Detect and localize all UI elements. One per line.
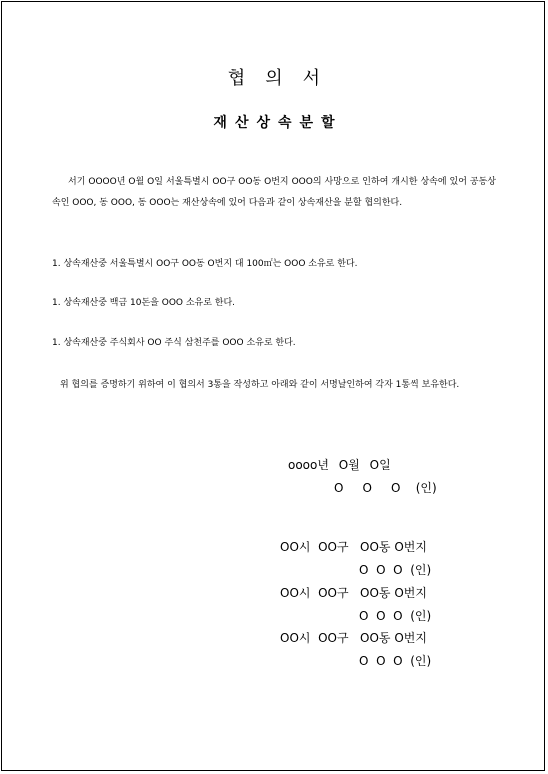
signer-2-address: OO시 OO구 OO동 O번지 bbox=[280, 586, 427, 600]
signer-1-address: OO시 OO구 OO동 O번지 bbox=[280, 540, 427, 554]
document-title: 협의서 bbox=[227, 68, 341, 89]
signer-2-name: O O O (인) bbox=[359, 609, 432, 623]
document-date: oooo년 O월 O일 bbox=[288, 458, 391, 472]
agreement-item-3: 1. 상속재산중 주식회사 OO 주식 삼천주를 OOO 소유로 한다. bbox=[52, 338, 296, 348]
intro-paragraph: 서기 OOOO년 O월 O일 서울특별시 OO구 OO동 O번지 OOO의 사망으로 인하여 개시한 상속에 있어 공동상속인 OOO, 동 OOO, 동 OOO는 재산상속에 있어 다음과 같이 상속재산을 분할 협의한다. bbox=[52, 177, 496, 208]
signer-3-address: OO시 OO구 OO동 O번지 bbox=[280, 631, 427, 645]
document-subtitle: 재산상속분할 bbox=[213, 115, 343, 131]
signer-1-name: O O O (인) bbox=[359, 563, 432, 577]
closing-paragraph: 위 협의를 증명하기 위하여 이 협의서 3통을 작성하고 아래와 같이 서명날인하여 각자 1통씩 보유한다. bbox=[60, 380, 460, 390]
top-signature: O O O (인) bbox=[334, 481, 437, 495]
agreement-item-2: 1. 상속재산중 백금 10돈을 OOO 소유로 한다. bbox=[52, 298, 236, 308]
agreement-item-1: 1. 상속재산중 서울특별시 OO구 OO동 O번지 대 100㎡는 OOO 소유로 한다. bbox=[52, 259, 358, 269]
signer-3-name: O O O (인) bbox=[359, 654, 432, 668]
